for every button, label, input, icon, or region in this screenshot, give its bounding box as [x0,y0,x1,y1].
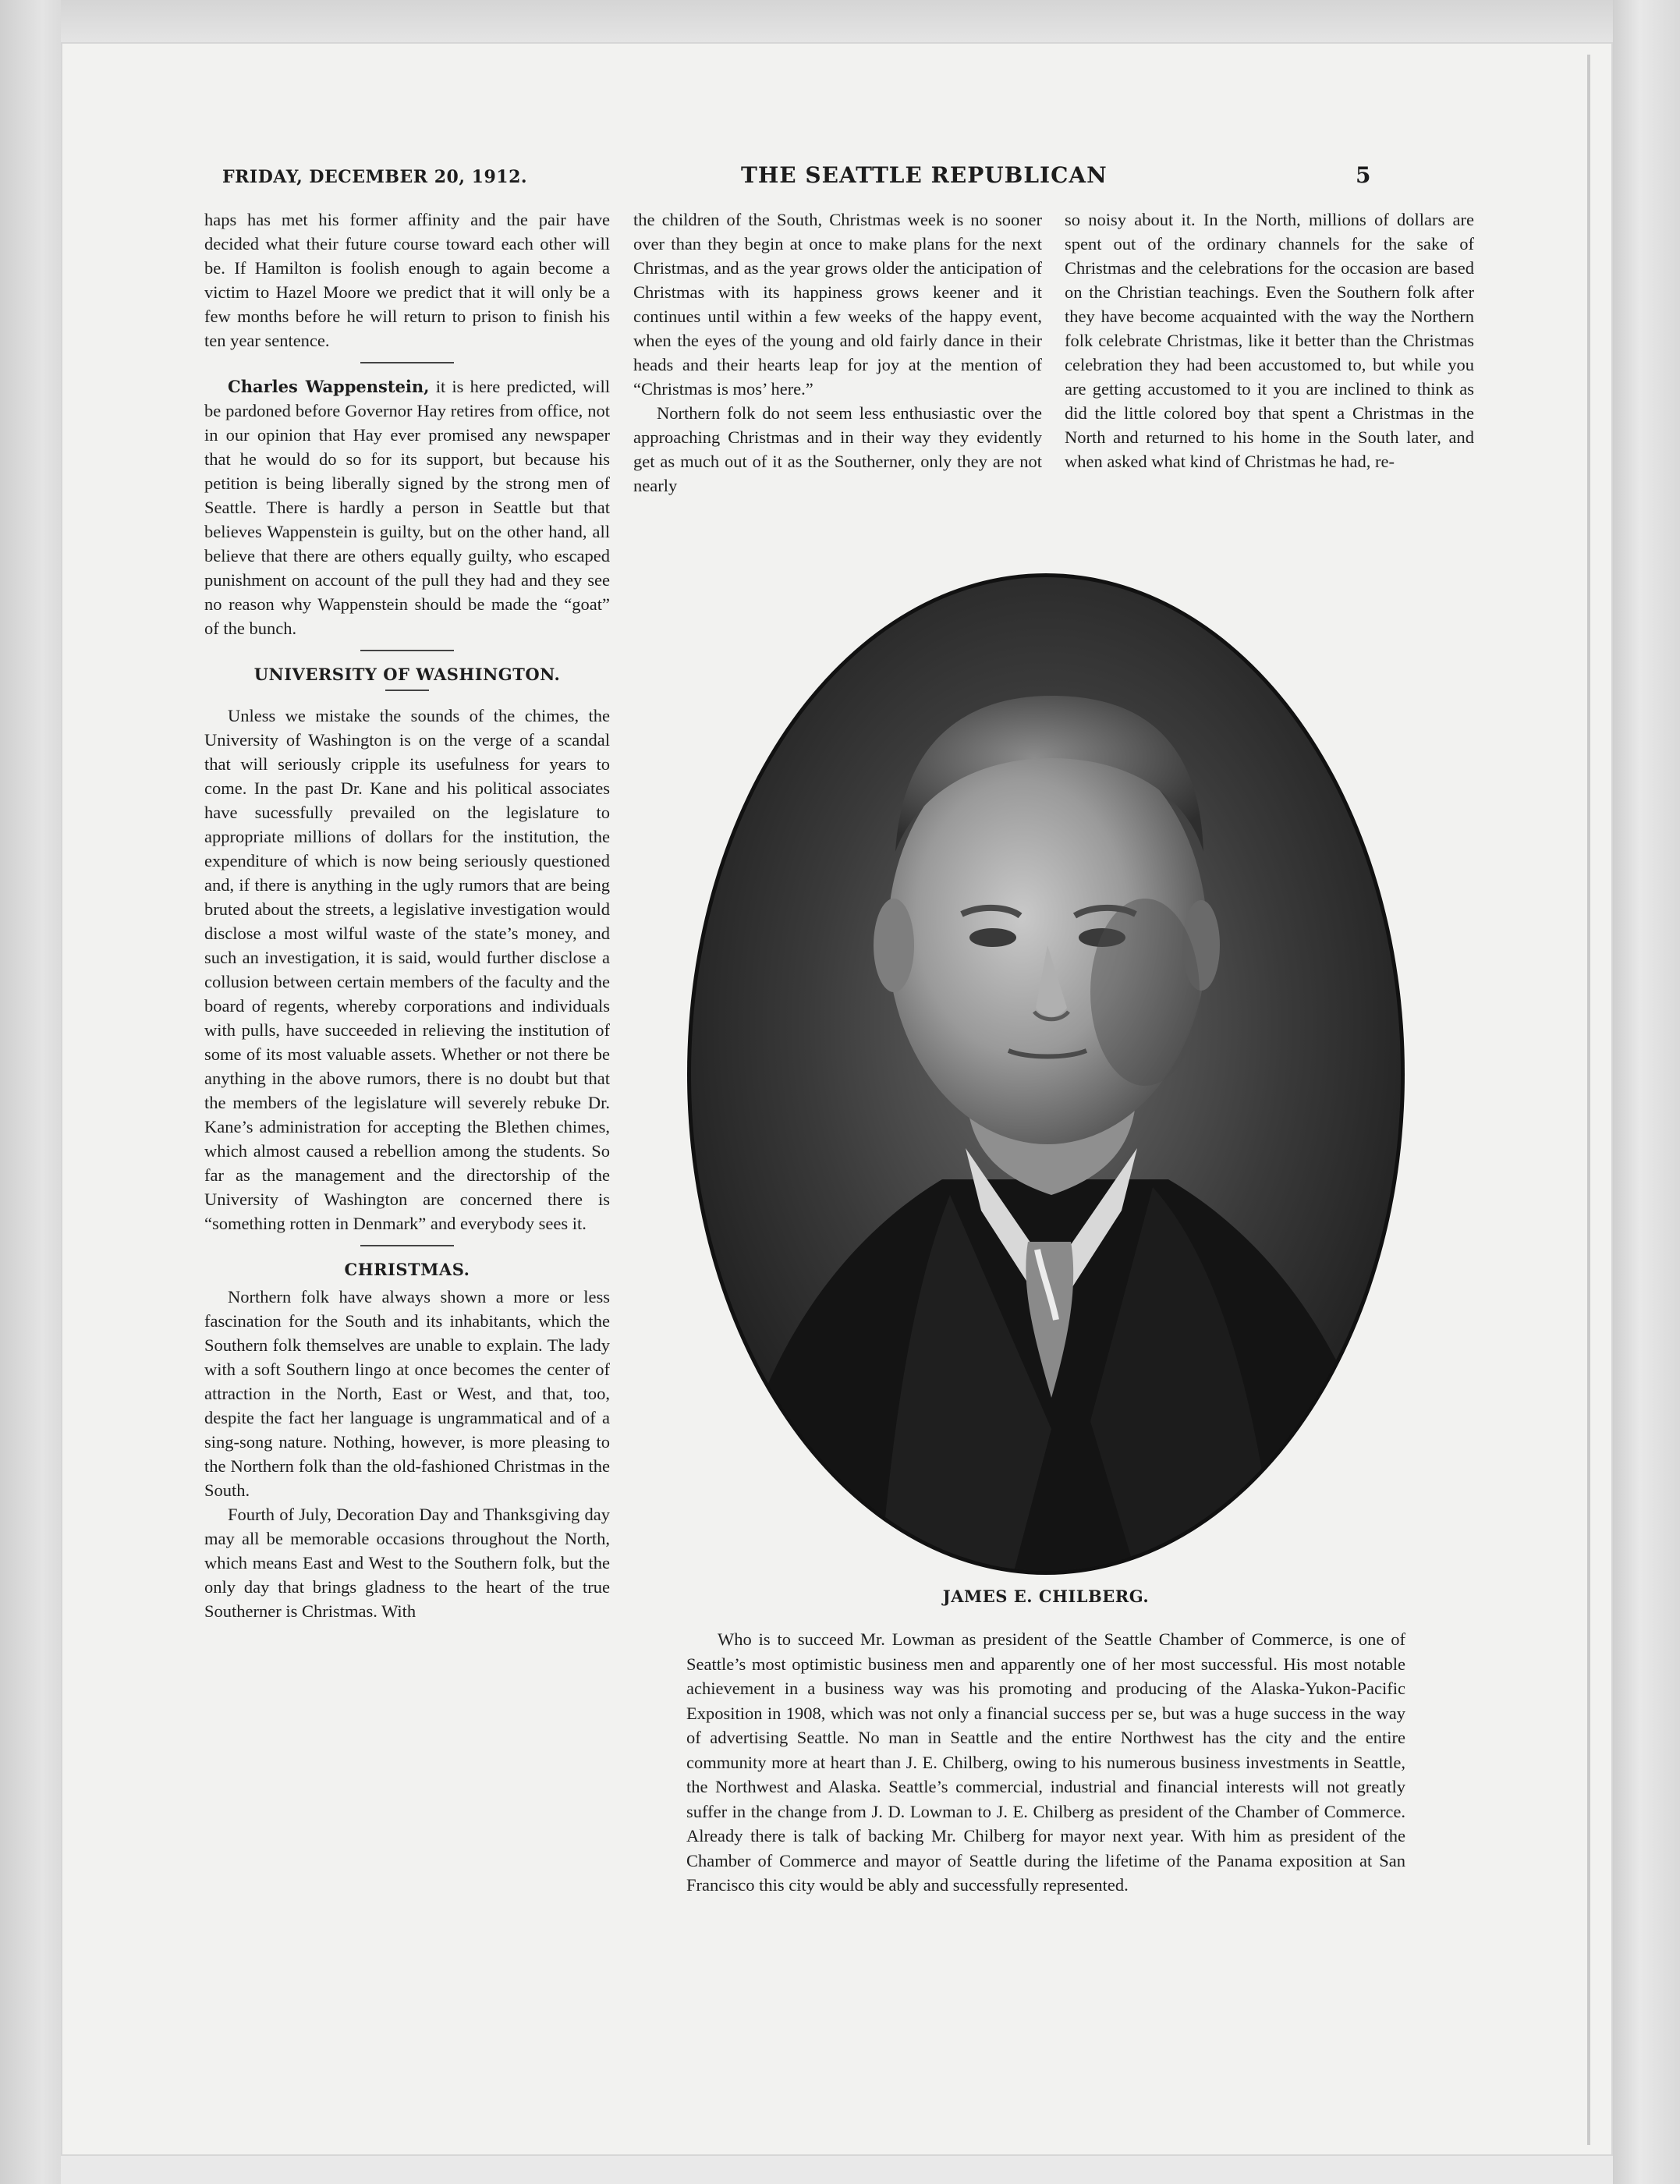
university-heading: UNIVERSITY OF WASHINGTON. [253,665,561,684]
christmas-paragraph-2: Fourth of July, Decoration Day and Thanksgiving day may all be memorable occasions throughout the North, which means East and West to the Southern folk, but the only day that brings gladness to the heart of the true Southerner is Christmas. With [204,1505,610,1621]
wappenstein-text: it is here predicted, will be pardoned before Governor Hay retires from office, not in our opinion that Hay ever promised any newspaper that he would do so for its support, but because his petition is being liberally signed by the strong men of Seattle. There is hardly a person in Seattle but that believes Wappenstein is guilty, but on the other hand, all believe that there are others equally guilty, who escaped punishment on account of the pull they had and they see no reason why Wappenstein should be made the “goat” of the bunch. [204,377,610,638]
column-2 [633,207,1042,498]
university-paragraph: Unless we mistake the sounds of the chimes, the University of Washington is on the verge of a scandal that will seriously cripple its usefulness for years to come. In the past Dr. Kane and his political associates have sucessfully prevailed on the legislature to appropriate millions of dollars for the institution, the expenditure of which is now being seriously questioned and, if there is anything in the ugly rumors that are being bruted about the streets, a legislative investigation would disclose a most wilful waste of the state’s money, and such an investigation, it is said, would further disclose a collusion between certain members of the faculty and the board of regents, whereby corporations and individuals with pulls, have succeeded in relieving the institution of some of its most valuable assets. Whether or not there be anything in the above rumors, there is no doubt but that the members of the legislature will severely rebuke Dr. Kane’s administration for accepting the Blethen chimes, which almost caused a rebellion among the students. So far as the management and the directorship of the University of Washington are concerned there is “something rotten in Denmark” and everybody sees it. [204,706,610,1233]
page-number: 5 [1356,162,1371,188]
chilberg-article [686,1627,1405,1898]
column-divider-rule [360,650,454,651]
page-header [164,162,1396,193]
wappenstein-paragraph [204,374,610,640]
christmas-north-paragraph: so noisy about it. In the North, millions of dollars are spent out of the ordinary channels for the sake of Christmas and the celebrations for the occasion are based on the Christian teachings. Even the Southern folk after they have become acquainted with the way the Northern folk celebrate Christmas, like it better than the Christmas celebration they had been accustomed to, but while you are getting accustomed to it you are inclined to think as did the little colored boy that spent a Christmas in the North and returned to his home in the South later, and when asked what kind of Christmas he had, re- [1065,210,1474,471]
issue-date: FRIDAY, DECEMBER 20, 1912. [222,167,528,187]
hamilton-paragraph: haps has met his former affinity and the pair have decided what their future course toward each other will be. If Hamilton is foolish enough to again become a victim to Hazel Moore we predict that it will only be a few months before he will return to prison to finish his ten year sentence. [204,210,610,350]
scanner-background-top [0,0,1680,42]
page-stack-edge [1613,0,1680,2184]
christmas-paragraph-1: Northern folk have always shown a more or less fascination for the South and its inhabitants, which the Southern folk themselves are unable to explain. The lady with a soft Southern lingo at once becomes the center of attraction in the North, East or West, and that, too, despite the fact her language is ungrammatical and of a sing-song nature. Nothing, however, is more pleasing to the Northern folk than the old-fashioned Christmas in the South. [204,1287,610,1500]
portrait-caption: JAMES E. CHILBERG. [942,1587,1150,1606]
page-fold-line [1587,55,1590,2145]
masthead-title: THE SEATTLE REPUBLICAN [741,162,1108,188]
column-divider-rule [360,1245,454,1246]
chilberg-bio-paragraph: Who is to succeed Mr. Lowman as president of the Seattle Chamber of Commerce, is one of Seattle’s most optimistic business men and apparently one of her most successful. His most notable achievement in a business way was his promoting and producing of the Alaska-Yukon-Pacific Exposition in 1908, which was not only a financial success per se, but was a huge success in the way of advertising Seattle. No man in Seattle and the entire Northwest has the city and the entire community more at heart than J. E. Chilberg, owing to his numerous business investments in Seattle, the Northwest and Alaska. Seattle’s commercial, industrial and financial interests will not greatly suffer in the change from J. D. Lowman to J. E. Chilberg as president of the Chamber of Commerce. Already there is talk of backing Mr. Chilberg for mayor next year. With him as president of the Chamber of Commerce and mayor of Seattle during the lifetime of the Panama exposition at San Francisco this city would be ably and successfully represented. [686,1629,1405,1895]
christmas-heading: CHRISTMAS. [344,1260,470,1279]
column-1 [204,207,610,1623]
heading-underline-rule [385,690,429,691]
chilberg-portrait-photo [685,571,1407,1577]
adjacent-page-edge [0,0,61,2184]
northern-folk-paragraph: Northern folk do not seem less enthusiastic over the approaching Christmas and in their way they evidently get as much out of it as the Southerner, only they are not nearly [633,403,1042,495]
column-divider-rule [360,362,454,363]
column-3 [1065,207,1474,473]
wappenstein-lead-name: Charles Wappenstein, [228,377,430,396]
christmas-continued-paragraph: the children of the South, Christmas week is no sooner over than they begin at once to make plans for the next Christmas, and as the year grows older the anticipation of Christmas with its happiness grows keener and it continues until within a few weeks of the happy event, when the eyes of the young and old fairly dance in their heads and their hearts leap for joy at the mention of “Christmas is mos’ here.” [633,210,1042,399]
